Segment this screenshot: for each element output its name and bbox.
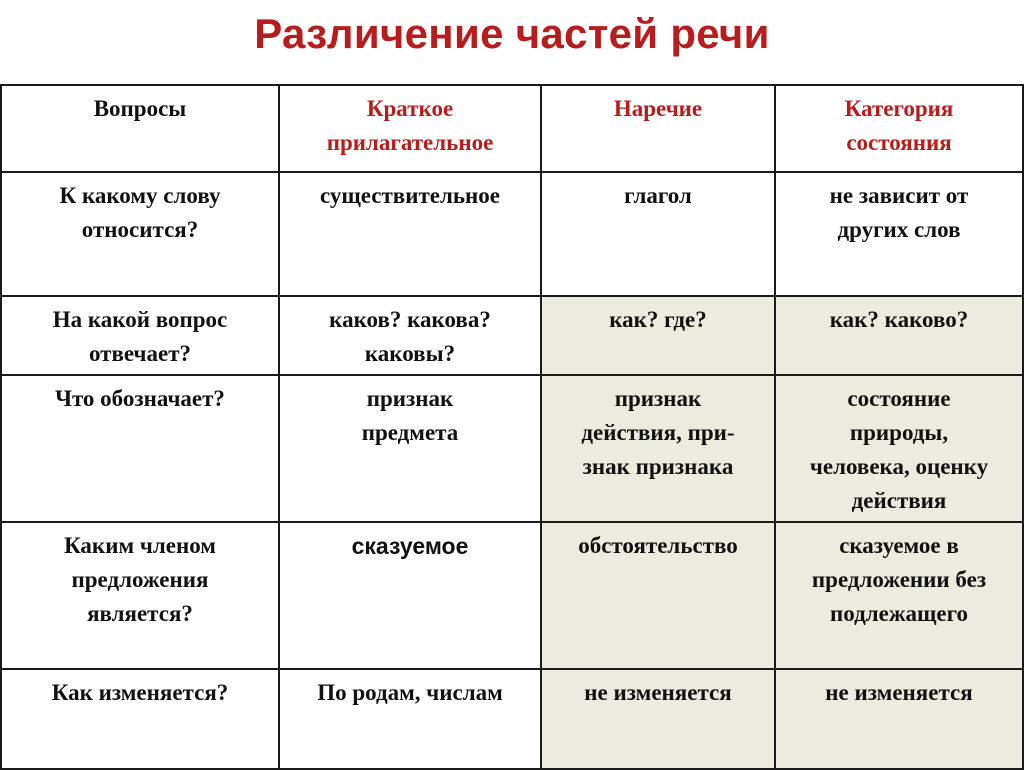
adjective-cell: По родам, числам	[279, 669, 541, 769]
adverb-cell: не изменяется	[541, 669, 775, 769]
question-cell: Как изменяется?	[1, 669, 279, 769]
state-cell: как? каково?	[775, 296, 1023, 375]
adverb-cell: обстоятельство	[541, 522, 775, 669]
adjective-cell: каков? какова? каковы?	[279, 296, 541, 375]
table-row	[1, 669, 1023, 769]
state-cell: состояние природы, человека, оценку действия	[775, 375, 1023, 522]
table-row	[1, 296, 1023, 375]
adverb-cell: признак действия, при- знак признака	[541, 375, 775, 522]
adverb-cell: как? где?	[541, 296, 775, 375]
state-cell: не изменяется	[775, 669, 1023, 769]
header-state-category: Категория состояния	[775, 85, 1023, 172]
question-cell: Каким членом предложения является?	[1, 522, 279, 669]
adverb-cell: глагол	[541, 172, 775, 296]
state-cell: не зависит от других слов	[775, 172, 1023, 296]
parts-of-speech-table	[0, 84, 1024, 770]
page-title: Различение частей речи	[254, 10, 770, 57]
table-row	[1, 375, 1023, 522]
adjective-cell: существительное	[279, 172, 541, 296]
table-header-row	[1, 85, 1023, 172]
table-row	[1, 522, 1023, 669]
question-cell: На какой вопрос отвечает?	[1, 296, 279, 375]
adjective-cell: признак предмета	[279, 375, 541, 522]
header-questions: Вопросы	[1, 85, 279, 172]
table-row	[1, 172, 1023, 296]
question-cell: К какому слову относится?	[1, 172, 279, 296]
adjective-cell: сказуемое	[279, 522, 541, 669]
state-cell: сказуемое в предложении без подлежащего	[775, 522, 1023, 669]
header-short-adjective: Краткое прилагательное	[279, 85, 541, 172]
header-adverb: Наречие	[541, 85, 775, 172]
question-cell: Что обозначает?	[1, 375, 279, 522]
